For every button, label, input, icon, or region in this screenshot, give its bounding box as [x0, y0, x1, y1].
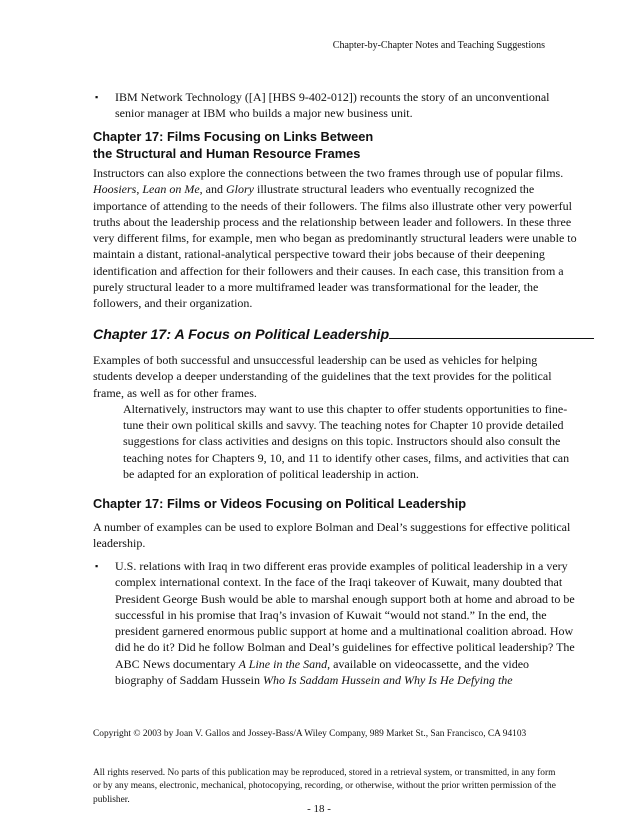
separator: , and: [199, 182, 226, 197]
film-title-glory: Glory: [226, 182, 254, 197]
section3-intro: [93, 519, 578, 552]
copyright-notice: Copyright © 2003 by Joan V. Gallos and Jossey-Bass/A Wiley Company, 989 Market St., San Francisco, CA 94103: [93, 729, 527, 739]
section3-bullet-item: [93, 558, 578, 688]
running-header: Chapter-by-Chapter Notes and Teaching Suggestions: [332, 40, 545, 51]
section1-heading-line2: the Structural and Human Resource Frames: [93, 145, 361, 161]
heading-underline-rule: [389, 326, 594, 339]
intro-bullet-text: IBM Network Technology ([A] [HBS 9-402-012]) recounts the story of an unconventional senior manager at IBM who builds a major new business unit.: [115, 90, 550, 121]
section3-bullet-text: U.S. relations with Iraq in two different eras provide examples of political leadership in a very complex international context. In the face of the Iraqi takeover of Kuwait, many doubted that President George Bush would be able to marshal enough support both at home and abroad to be successful in his promise that Iraq’s invasion of Kuwait “would not stand.” In the end, the president garnered enormous public support at home and a multinational coalition abroad. How did he do it? Did he follow Bolman and Deal’s guidelines for effective political leadership? The ABC News documentary: [115, 559, 575, 671]
film-title-hoosiers: Hoosiers: [93, 182, 137, 197]
section1-paragraph: [93, 165, 578, 312]
documentary-title: A Line in the Sand: [238, 656, 328, 671]
bullet-icon: ▪: [95, 92, 99, 102]
section1-heading-line1: Chapter 17: Films Focusing on Links Between: [93, 129, 374, 144]
section1-text-end: illustrate structural leaders who eventually recognized the importance of attending to the needs of their followers. The films also illustrate other very powerful truths about the leadership process and the relationship between leader and followers. In these three very different films, for example, men who began as predominantly structural leaders were unable to maintain a distant, rational-analytical perspective toward their jobs because of their deepening identification and affection for their followers and their causes. In each case, this transition from a purely structural leader to a more multiframed leader was transformational for the leader, the followers, and their organization.: [93, 182, 577, 311]
biography-title: Who Is Saddam Hussein and Why Is He Defying the: [262, 673, 513, 688]
film-title-lean-on-me: Lean on Me: [142, 182, 200, 197]
section3-intro-text: A number of examples can be used to explore Bolman and Deal’s suggestions for effective political leadership.: [93, 520, 571, 551]
section1-text-start: Instructors can also explore the connections between the two frames through use of popular films.: [93, 166, 564, 180]
section3-bullet-text-cont: , available on videocassette, and the video biography of Saddam Hussein: [115, 656, 530, 688]
bullet-icon: ▪: [95, 561, 99, 571]
page-number: - 18 -: [307, 803, 331, 815]
section2-heading: Chapter 17: A Focus on Political Leadership: [93, 327, 390, 343]
section3-heading: Chapter 17: Films or Videos Focusing on Political Leadership: [93, 496, 467, 511]
section2-heading-row: [93, 326, 588, 344]
section2-paragraph2: Alternatively, instructors may want to use this chapter to offer students opportunities to fine-tune their own political skills and savvy. The teaching notes for Chapter 10 provide detailed suggestions for class activities and designs on this topic. Instructors should also consult the teaching notes for Chapters 9, 10, and 11 to identify other cases, films, and activities that can be adapted for an exploration of political leadership in action.: [123, 401, 570, 482]
separator: ,: [136, 182, 143, 197]
section2-body: [93, 352, 578, 482]
section3-heading-row: [93, 496, 578, 513]
intro-bullet-item: [93, 89, 578, 122]
rights-notice: All rights reserved. No parts of this publication may be reproduced, stored in a retrieval system, or transmitted, in any form or by any means, electronic, mechanical, photocopying, recording, or otherwise, without the prior written permission of the publisher.: [93, 768, 556, 805]
section1-heading: [93, 129, 578, 162]
section2-paragraph1: Examples of both successful and unsuccessful leadership can be used as vehicles for helping students develop a deeper understanding of the guidelines that the text provides for the political frame, as well as for other frames.: [93, 353, 552, 400]
